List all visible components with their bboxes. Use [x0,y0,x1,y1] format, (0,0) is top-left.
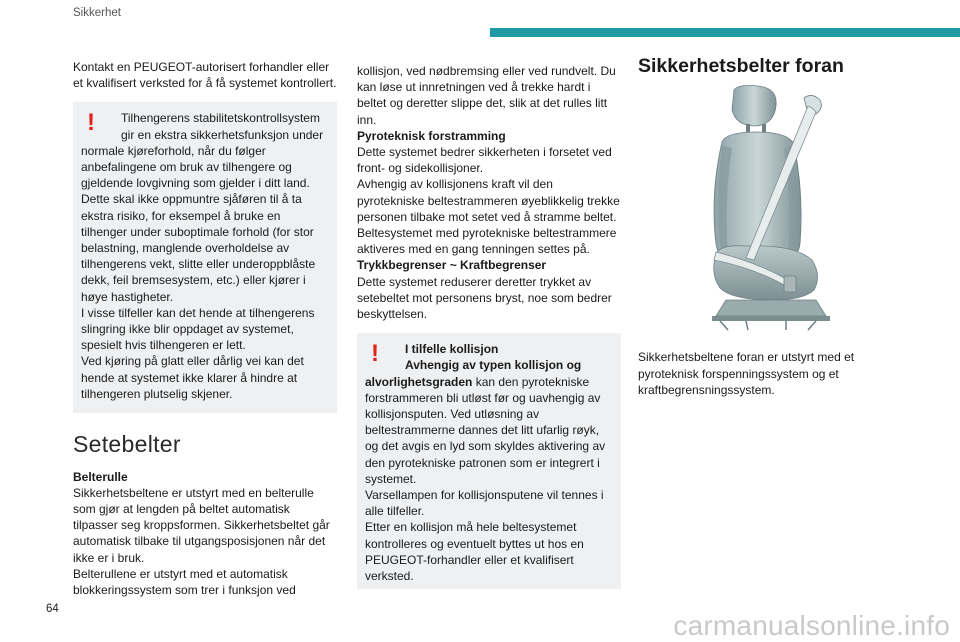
warning-first-lines: Tilhengerens stabilitetskontrollsystem gir en ekstra sikkerhetsfunksjon under [121,111,324,142]
section-label: Sikkerhet [73,7,121,19]
continued-paragraph: kollisjon, ved nødbremsing eller ved rundvelt. Du kan løse ut innretningen ved å trekke hardt i beltet og deretter slippe det, slik at det rulles litt inn. [357,64,616,127]
warning-paragraph-2: Varsellampen for kollisjonsputene vil tennes i alle tilfeller. [365,488,604,519]
pyro-title: Pyroteknisk forstramming [357,128,506,143]
exclamation-icon: ! [87,109,95,137]
belterulle-paragraph-2: Belterullene er utstyrt med et automatisk blokkeringssystem som trer i funksjon ved [73,566,296,598]
page-number: 64 [46,603,59,615]
column-left [73,59,337,598]
pyro-paragraph-3: Beltesystemet med pyrotekniske beltestrammere aktiveres med en gang tenningen settes på. [357,226,617,257]
collision-warning-box [357,333,621,589]
intro-paragraph: Kontakt en PEUGEOT-autorisert forhandler eller et kvalifisert verksted for å få systemet kontrollert. [73,60,337,91]
section-heading-front-belts: Sikkerhetsbelter foran [638,55,844,77]
warning-body: alvorlighetsgraden kan den pyrotekniske forstrammeren bli utløst før og uavhengig av kollisjonsputen. Ved utløsning av beltestrammerne dannes det litt ufarlig røyk, og det avgis en lyd som skyldes aktivering av den pyrotekniske patronen som er integrert i systemet. [365,374,606,486]
warning-paragraph-3: Ved kjøring på glatt eller dårlig vei kan det hende at systemet ikke klarer å hindre at tilhengeren plutselig skjener. [81,354,304,401]
watermark: carmanualsonline.info [673,610,950,641]
column-middle [357,63,621,589]
warning-body: normale kjøreforhold, når du følger anbefalingene om bruk av tilhengere og gjeldende lovgivning som gjelder i ditt land. Dette skal ikke oppmuntre sjåføren til å ta ekstra risiko, for eksempel å bruke en tilhenger under suboptimale forhold (for stor belastning, manglende overholdelse av tilhengerens vekt, slitte eller underoppblåste dekk, feil bremsesystem, etc.) eller kjører i høye hastigheter. [81,143,316,304]
force-limiter-title: Trykkbegrenser ~ Kraftbegrenser [357,258,547,273]
trailer-warning-box [73,102,337,413]
belterulle-title: Belterulle [73,469,128,484]
warning-title-2: Avhengig av typen kollisjon og [405,358,582,373]
figure-caption: Sikkerhetsbeltene foran er utstyrt med et pyroteknisk forspenningssystem og et kraftbegrensningssystem. [638,350,855,397]
pyro-paragraph-2: Avhengig av kollisjonens kraft vil den pyrotekniske beltestrammeren øyeblikkelig trekke personen tilbake mot setet ved å stramme beltet. [357,177,620,224]
warning-paragraph-3: Etter en kollisjon må hele beltesystemet kontrolleres og eventuelt byttes ut hos en PEUGEOT-forhandler eller et kvalifisert verksted. [365,520,584,584]
seat-with-belt-illustration [676,84,861,334]
column-right [638,55,898,398]
pyro-paragraph-1: Dette systemet bedrer sikkerheten i forsetet ved front- og sidekollisjoner. [357,145,612,176]
section-heading-setebelter: Setebelter [73,431,181,458]
warning-paragraph-2: I visse tilfeller kan det hende at tilhengerens slingring ikke blir oppdaget av systemet, spesielt hvis tilhengeren er lett. [81,305,315,353]
exclamation-icon: ! [371,340,379,368]
force-limiter-paragraph: Dette systemet reduserer deretter trykket av setebeltet mot personens bryst, noe som bedrer beskyttelsen. [357,274,612,322]
warning-title-1: I tilfelle kollisjon [405,342,499,357]
belterulle-paragraph-1: Sikkerhetsbeltene er utstyrt med en belterulle som gjør at lengden på beltet automatisk tilpasser seg kroppsformen. Sikkerhetsbeltet går automatisk tilbake til utgangsposisjonen når det ikke er i bruk. [73,485,330,565]
header-accent-bar [490,28,960,37]
